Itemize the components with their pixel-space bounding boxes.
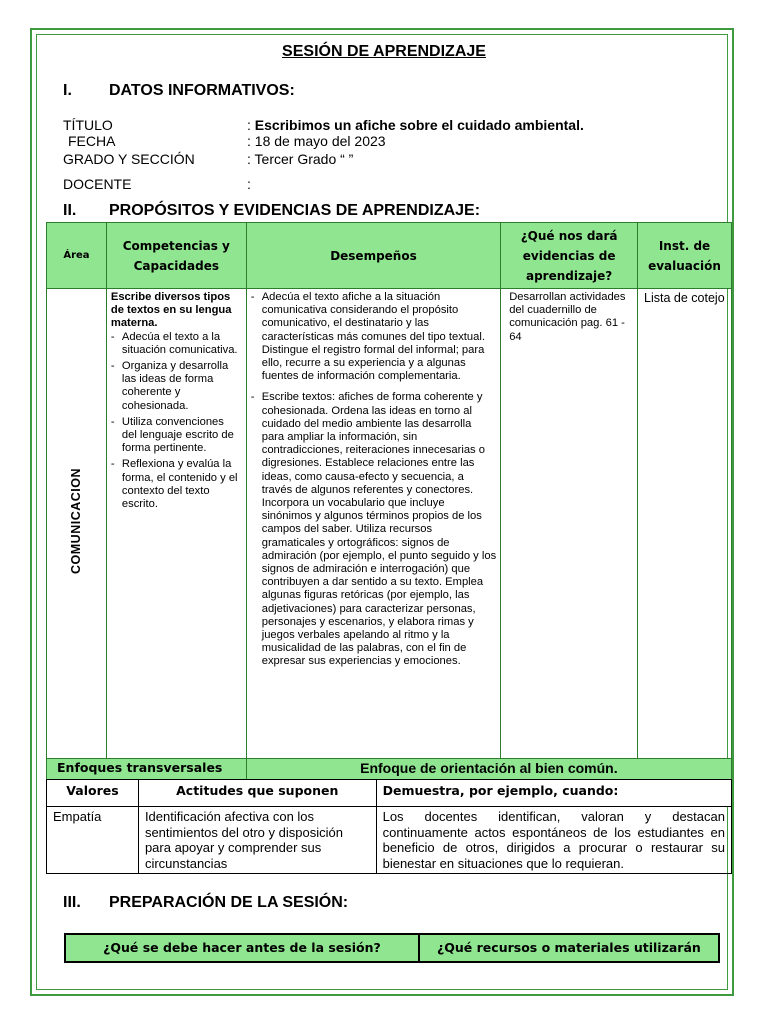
info-key-docente: DOCENTE [63, 176, 132, 192]
info-value-docente: : [247, 176, 251, 192]
section-3-label: PREPARACIÓN DE LA SESIÓN: [109, 894, 349, 911]
values-table [46, 779, 732, 874]
area-label: COMUNICACION [69, 468, 84, 574]
instrumento-cell [638, 289, 732, 759]
competencias-cell [106, 289, 246, 759]
instrumento-text: Lista de cotejo [644, 291, 725, 305]
document-title: SESIÓN DE APRENDIZAJE [282, 43, 486, 60]
section-1-label: DATOS INFORMATIVOS: [109, 82, 295, 99]
section-2-number: II. [63, 202, 77, 219]
list-item: - Adecúa el texto a la situación comunicativa. [111, 331, 242, 357]
header-evidencias: ¿Qué nos dará evidencias de aprendizaje? [501, 223, 638, 289]
info-value-titulo: : Escribimos un afiche sobre el cuidado ambiental. [247, 117, 584, 133]
list-item: - Organiza y desarrolla las ideas de forma coherente y cohesionada. [111, 360, 242, 413]
header-demuestra: Demuestra, por ejemplo, cuando: [376, 780, 731, 807]
list-item: - Reflexiona y evalúa la forma, el contenido y el contexto del texto escrito. [111, 458, 242, 511]
valor-cell: Empatía [47, 807, 139, 874]
section-1-number: I. [63, 82, 72, 99]
enfoques-label: Enfoques transversales [47, 759, 247, 781]
values-header-row [47, 780, 732, 807]
enfoques-row [47, 759, 732, 781]
actitud-cell: Identificación afectiva con los sentimientos del otro y disposición para apoyar y comprender sus circunstancias [138, 807, 376, 874]
preparation-table [64, 933, 720, 963]
preparation-header-row [65, 934, 719, 962]
section-1-heading [63, 82, 295, 100]
competencia-title: Escribe diversos tipos de textos en su lengua materna. [110, 291, 232, 330]
info-key-fecha: FECHA [68, 133, 116, 149]
list-item: - Adecúa el texto afiche a la situación comunicativa considerando el propósito comunicativo, el destinatario y las características más comunes del tipo textual. Distingue el registro formal del informal; para ello, recurre a su experiencia y a algunas fuentes de información complementaria. [251, 291, 496, 383]
header-recursos: ¿Qué recursos o materiales utilizarán [419, 934, 719, 962]
info-value-grado: : Tercer Grado “ ” [247, 151, 354, 167]
desempenos-list [251, 291, 496, 669]
info-key-titulo: TÍTULO [63, 117, 113, 133]
header-actitudes: Actitudes que suponen [138, 780, 376, 807]
header-valores: Valores [47, 780, 139, 807]
area-cell [47, 289, 107, 759]
section-2-label: PROPÓSITOS Y EVIDENCIAS DE APRENDIZAJE: [109, 202, 481, 219]
info-value-fecha: : 18 de mayo del 2023 [247, 133, 386, 149]
evidencias-text: Desarrollan actividades del cuadernillo de comunicación pag. 61 - 64 [509, 291, 626, 343]
header-desempenos: Desempeños [246, 223, 500, 289]
capacidades-list [111, 331, 242, 512]
header-competencias: Competencias y Capacidades [106, 223, 246, 289]
header-antes: ¿Qué se debe hacer antes de la sesión? [65, 934, 419, 962]
demuestra-cell: Los docentes identifican, valoran y destacan continuamente actos espontáneos de los estudiantes en beneficio de otros, dirigidos a procurar o restaurar su bienestar en situaciones que lo requieran. [376, 807, 731, 874]
header-area: Área [47, 223, 107, 289]
info-key-grado: GRADO Y SECCIÓN [63, 151, 195, 167]
enfoque-value: Enfoque de orientación al bien común. [246, 759, 731, 781]
evidencias-cell [501, 289, 638, 759]
list-item: - Utiliza convenciones del lenguaje escrito de forma pertinente. [111, 416, 242, 456]
learning-purposes-table [46, 222, 732, 781]
table-content-row [47, 289, 732, 759]
table-header-row [47, 223, 732, 289]
section-3-number: III. [63, 894, 81, 911]
section-3-heading [63, 894, 348, 912]
header-instrumento: Inst. de evaluación [638, 223, 732, 289]
values-row [47, 807, 732, 874]
desempenos-cell [246, 289, 500, 759]
section-2-heading [63, 202, 480, 220]
list-item: - Escribe textos: afiches de forma coherente y cohesionada. Ordena las ideas en torno al cuidado del medio ambiente las desarrolla para ampliar la información, sin contradicciones, reiteraciones innecesarias o digresiones. Establece relaciones entre las ideas, como causa-efecto y secuencia, a través de algunos referentes y conectores. Incorpora un vocabulario que incluye sinónimos y algunos términos propios de los campos del saber. Utiliza recursos gramaticales y ortográficos: signos de admiración (por ejemplo, el punto seguido y los signos de admiración e interrogación) que contribuyen a dar sentido a su texto. Emplea algunas figuras retóricas (por ejemplo, las adjetivaciones) para caracterizar personas, personajes y escenarios, y elabora rimas y juegos verbales apelando al ritmo y la musicalidad de las palabras, con el fin de expresar sus experiencias y emociones. [251, 391, 496, 668]
